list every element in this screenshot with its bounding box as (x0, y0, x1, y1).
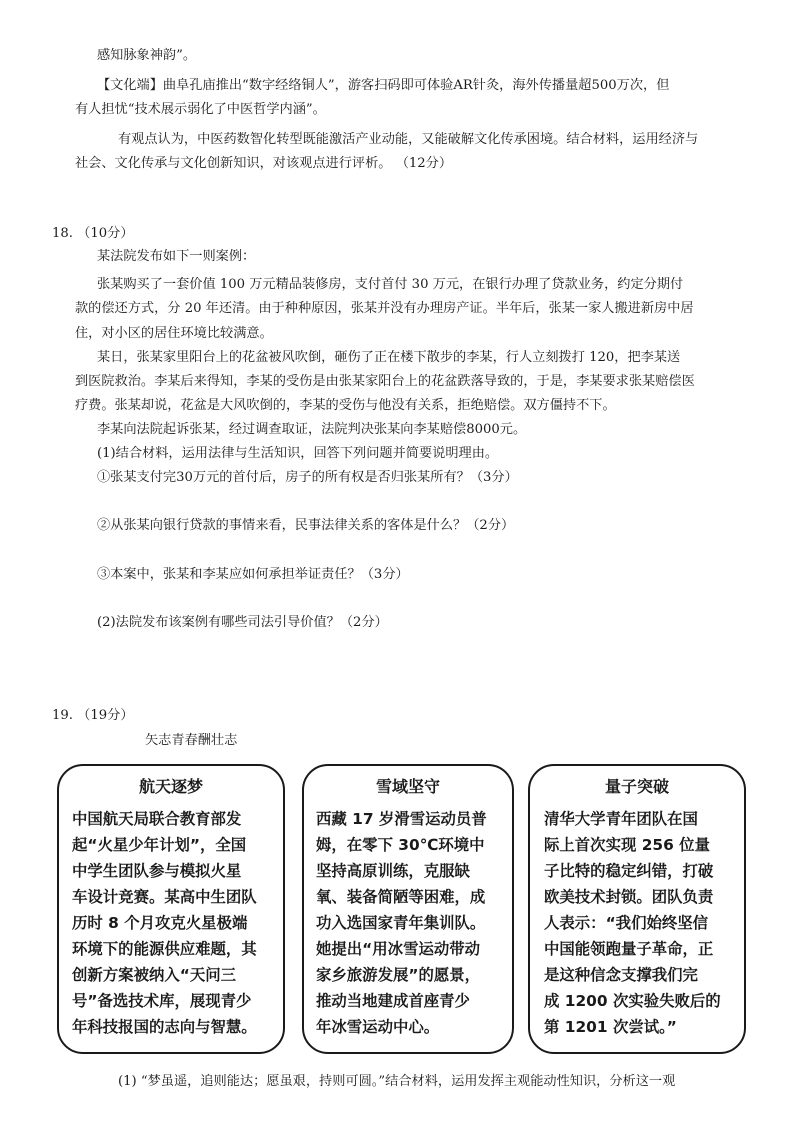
story-card-line: 年冰雪运动中心。 (316, 1018, 440, 1036)
story-card-line: 她提出“用冰雪运动带动 (316, 940, 481, 958)
story-card-line: 是这种信念支撑我们完 (544, 966, 698, 984)
story-card-line: 清华大学青年团队在国 (544, 810, 698, 828)
q18-subquestion-1c: ③本案中，张某和李某应如何承担举证责任？（3分） (97, 567, 409, 582)
story-card-line: 功入选国家青年集训队。 (316, 914, 486, 932)
story-card-line: 第 1201 次尝试。” (544, 1018, 677, 1036)
q18-subquestion-1b: ②从张某向银行贷款的事情来看，民事法律关系的客体是什么？（2分） (97, 518, 515, 533)
story-card-line: 号”备选技术库，展现青少 (72, 992, 252, 1010)
story-card-quantum (528, 764, 746, 1054)
q18-subquestion-1a: ①张某支付完30万元的首付后，房子的所有权是否归张某所有？（3分） (97, 470, 518, 485)
story-card-line: 推动当地建成首座青少 (316, 992, 470, 1010)
story-card-line: 氧、装备简陋等困难，成 (316, 888, 486, 906)
q18-paragraph: 款的偿还方式，分 20 年还清。由于种种原因，张某并没有办理房产证。半年后，张某一家人搬进新房中居 (75, 301, 694, 316)
story-card-title: 航天逐梦 (138, 777, 203, 796)
q18-paragraph: 疗费。张某却说，花盆是大风吹倒的，李某的受伤与他没有关系，拒绝赔偿。双方僵持不下。 (75, 398, 616, 413)
q19-header: 19. （19分） (52, 708, 134, 723)
q17-line-4: 有观点认为，中医药数智化转型既能激活产业动能，又能破解文化传承困境。结合材料，运用经济与 (118, 132, 699, 147)
q17-line-1: 感知脉象神韵”。 (97, 48, 197, 63)
q18-subquestion-2: (2)法院发布该案例有哪些司法引导价值？（2分） (97, 615, 388, 630)
story-card-line: 创新方案被纳入“天问三 (72, 966, 237, 984)
story-card-line: 际上首次实现 256 位量 (544, 836, 710, 854)
q18-subquestion-1: (1)结合材料，运用法律与生活知识，回答下列问题并简要说明理由。 (97, 446, 499, 461)
story-card-line: 家乡旅游发展”的愿景， (316, 966, 481, 984)
story-card-line: 人表示：“我们始终坚信 (544, 914, 709, 932)
story-card-line: 姆，在零下 30℃环境中 (316, 836, 485, 854)
story-card-line: 欧美技术封锁。团队负责 (544, 888, 714, 906)
story-card-line: 车设计竞赛。某高中生团队 (72, 888, 257, 906)
story-card-line: 中国能领跑量子革命，正 (544, 940, 714, 958)
q18-paragraph: 某日，张某家里阳台上的花盆被风吹倒，砸伤了正在楼下散步的李某，行人立刻拨打 120，把李某送 (97, 350, 681, 365)
story-card-title: 量子突破 (604, 777, 669, 796)
q17-line-2: 【文化端】曲阜孔庙推出“数字经络铜人”，游客扫码即可体验AR针灸，海外传播量超500万次，但 (97, 78, 670, 93)
story-card-line: 年科技报国的志向与智慧。 (72, 1018, 257, 1036)
q18-header: 18. （10分） (52, 226, 134, 241)
story-card-line: 起“火星少年计划”，全国 (72, 836, 247, 854)
story-card-line: 西藏 17 岁滑雪运动员普 (316, 810, 487, 828)
q17-line-5: 社会、文化传承与文化创新知识，对该观点进行评析。 （12分） (75, 156, 453, 171)
story-card-line: 子比特的稳定纠错，打破 (544, 862, 714, 880)
q17-line-3: 有人担忧“技术展示弱化了中医哲学内涵”。 (75, 102, 326, 117)
story-card-line: 环境下的能源供应难题，其 (72, 940, 257, 958)
story-card-snow (302, 764, 514, 1054)
story-card-aerospace (57, 764, 285, 1054)
q19-subquestion-1: (1) “梦虽遥，追则能达；愿虽艰，持则可圆。”结合材料，运用发挥主观能动性知识，分析这一观 (118, 1074, 676, 1089)
q18-paragraph: 张某购买了一套价值 100 万元精品装修房，支付首付 30 万元，在银行办理了贷款业务，约定分期付 (97, 277, 684, 292)
q18-paragraph: 某法院发布如下一则案例： (97, 249, 256, 264)
story-card-line: 中学生团队参与模拟火星 (72, 862, 242, 880)
story-card-title: 雪域坚守 (375, 777, 440, 796)
story-card-line: 历时 8 个月攻克火星极端 (72, 914, 248, 932)
q18-paragraph: 住，对小区的居住环境比较满意。 (75, 326, 273, 341)
q18-paragraph: 到医院救治。李某后来得知，李某的受伤是由张某家阳台上的花盆跌落导致的，于是，李某要求张某赔偿医 (75, 374, 695, 389)
q19-subtitle: 矢志青春酬壮志 (145, 733, 238, 748)
story-card-line: 中国航天局联合教育部发 (72, 810, 242, 828)
story-card-line: 成 1200 次实验失败后的 (544, 992, 721, 1010)
story-card-line: 坚持高原训练，克服缺 (316, 862, 470, 880)
q18-paragraph: 李某向法院起诉张某，经过调查取证，法院判决张某向李某赔偿8000元。 (97, 422, 527, 437)
